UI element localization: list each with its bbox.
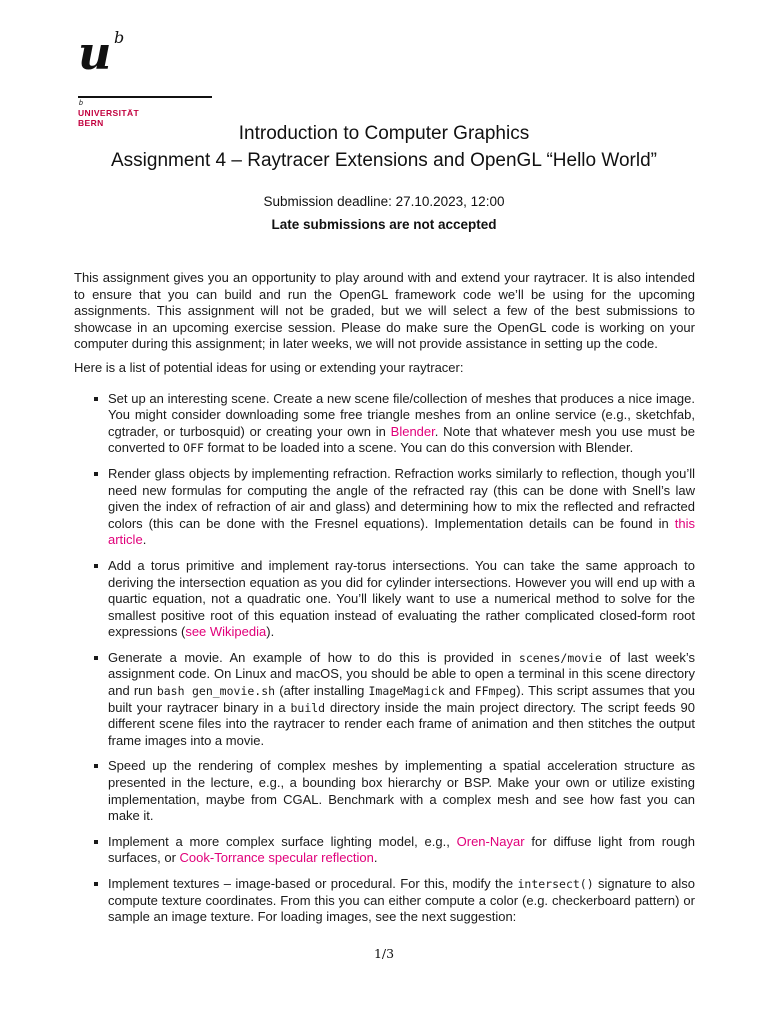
cook-torrance-link[interactable]: Cook-Torrance specular reflection [179, 850, 374, 866]
idea-text: for diffuse light from rough surfaces, or [108, 833, 695, 866]
university-logo [76, 26, 216, 128]
logo-line-bern: BERN [78, 118, 104, 128]
idea-item-movie [74, 650, 695, 750]
logo-line-university: UNIVERSITÄT [78, 108, 140, 118]
idea-text: . Note that whatever mesh you use must be converted to [108, 423, 695, 456]
bullet-icon [94, 764, 98, 768]
idea-text: ). This script assumes that you built your raytracer binary in a [108, 683, 696, 715]
code-imagemagick: ImageMagick [368, 684, 445, 699]
code-gen-movie: bash gen_movie.sh [156, 684, 276, 699]
oren-nayar-link[interactable]: Oren-Nayar [456, 833, 525, 849]
idea-item-scene [74, 391, 695, 457]
code-intersect: intersect() [517, 877, 594, 891]
idea-text: format to be loaded into a scene. You can do this conversion with Blender. [203, 440, 634, 456]
submission-deadline: Submission deadline: 27.10.2023, 12:00 [263, 194, 505, 209]
document-body [74, 270, 695, 935]
bullet-icon [94, 656, 98, 660]
idea-text: . [142, 532, 147, 548]
idea-item-refraction [74, 466, 695, 549]
intro-paragraph: This assignment gives you an opportunity to play around with and extend your raytracer. It is also intended to ensure that you can build and run the OpenGL framework code we’ll be using for the upcoming assignments. This assignment will not be graded, but we will select a few of the best submissions to showcase in an upcoming exercise session. Please do make sure the OpenGL code is working on your computer during this assignment; in later weeks, we will not provide assistance in setting up the code. [74, 270, 695, 352]
idea-item-torus [74, 558, 695, 641]
idea-text: (after installing [275, 683, 369, 699]
idea-text: ). [266, 624, 275, 640]
idea-text: of last week’s assignment code. On Linux and macOS, you should be able to open a terminal in this scene directory and run [108, 649, 695, 699]
logo-mark [76, 28, 216, 90]
code-off: OFF [183, 441, 204, 456]
idea-text: Speed up the rendering of complex meshes by implementing a spatial acceleration structure as presented in the lecture, e.g., a bounding box hierarchy or BSP. Make your own or utilize existing implementation, maybe from CGAL. Benchmark with a complex mesh and see how fast you can make it. [108, 758, 695, 824]
course-title: Introduction to Computer Graphics [238, 123, 530, 144]
wikipedia-link[interactable]: see Wikipedia [185, 624, 267, 640]
article-link[interactable]: this article [108, 515, 695, 548]
code-build: build [290, 700, 326, 715]
bullet-icon [94, 882, 98, 886]
idea-text: directory inside the main project directory. The script feeds 90 different scene files into the raytracer to render each frame of animation and then stitches the output frame images into a movie. [108, 699, 695, 748]
idea-text: and [444, 683, 475, 699]
code-ffmpeg: FFmpeg [474, 684, 517, 699]
logo-divider [78, 96, 212, 98]
idea-text: Add a torus primitive and implement ray-torus intersections. You can take the same approach to deriving the intersection equation as you did for cylinder intersections. However you will end up with a quartic equation, not a quadratic one. You’ll likely want to use a numerical method to solve for the smallest positive root of this equation instead of evaluating the rather complicated closed-form root expressions ( [108, 557, 695, 640]
idea-text: . [373, 850, 378, 866]
list-lead: Here is a list of potential ideas for using or extending your raytracer: [74, 359, 464, 375]
idea-text: Implement textures – image-based or procedural. For this, modify the [108, 876, 518, 891]
document-title [0, 120, 768, 174]
page-number: 1/3 [373, 946, 395, 961]
idea-text: Render glass objects by implementing refraction. Refraction works similarly to reflection, though you’ll need new formulas for computing the angle of the refracted ray (this can be done with Snell’s law given the index of refraction of air and glass) and determining how to mix the reflected and refracted colors (this can be done with the Fresnel equations). Implementation details can be found in [108, 465, 695, 531]
logo-mark-u: u [78, 26, 112, 80]
bullet-icon [94, 840, 98, 844]
code-scenes-movie: scenes/movie [518, 650, 602, 665]
idea-item-lighting [74, 834, 695, 867]
late-notice: Late submissions are not accepted [271, 217, 497, 232]
bullet-icon [94, 472, 98, 476]
idea-item-textures [74, 876, 695, 926]
assignment-title: Assignment 4 – Raytracer Extensions and OpenGL “Hello World” [111, 150, 657, 171]
idea-item-acceleration [74, 758, 695, 824]
blender-link[interactable]: Blender [390, 423, 435, 439]
ideas-list [74, 391, 695, 926]
idea-text: Generate a movie. An example of how to do this is provided in [108, 649, 519, 665]
bullet-icon [94, 564, 98, 568]
bullet-icon [94, 397, 98, 401]
idea-text: signature to also compute texture coordinates. From this you can either compute a color (e.g. checkerboard pattern) or sample an image texture. For loading images, see the next suggestion: [108, 876, 695, 925]
logo-small-b: b [79, 100, 83, 107]
logo-mark-b: b [114, 28, 125, 47]
idea-text: Set up an interesting scene. Create a new scene file/collection of meshes that produces a nice image. You might consider downloading some free triangle meshes from an online service (e.g., sketchfab, cgtrader, or turbosquid) or creating your own in [108, 390, 695, 439]
idea-text: Implement a more complex surface lighting model, e.g., [108, 833, 457, 849]
